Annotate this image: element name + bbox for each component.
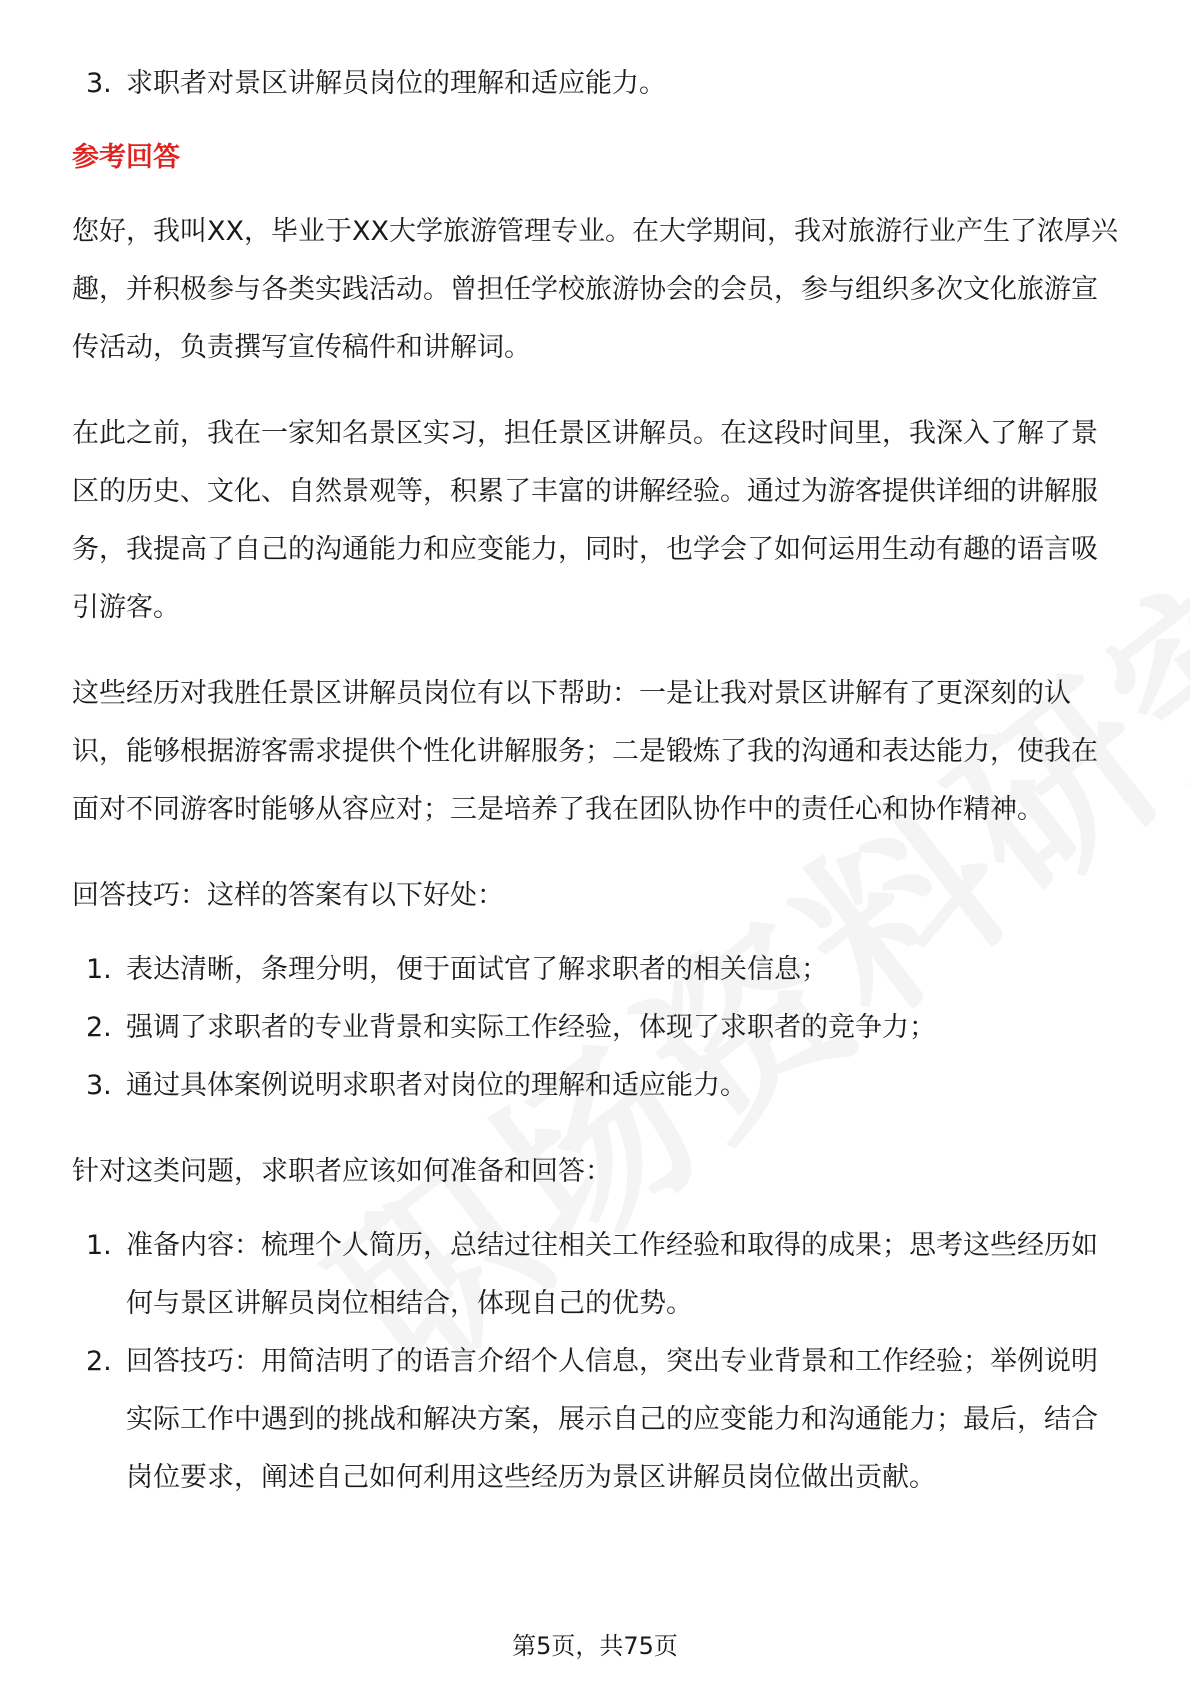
tips-heading: 回答技巧：这样的答案有以下好处： — [72, 880, 504, 911]
list-item-number: 2. — [86, 1012, 112, 1043]
paragraph: 您好，我叫XX，毕业于XX大学旅游管理专业。在大学期间，我对旅游行业产生了浓厚兴趣，并积极参与各类实践活动。曾担任学校旅游协会的会员，参与组织多次文化旅游宣传活动，负责撰写宣传稿件和讲解词。 — [72, 216, 1118, 363]
list-item-number: 2. — [86, 1346, 112, 1377]
list-item-text: 回答技巧：用简洁明了的语言介绍个人信息，突出专业背景和工作经验；举例说明实际工作中遇到的挑战和解决方案，展示自己的应变能力和沟通能力；最后，结合岗位要求，阐述自己如何利用这些经历为景区讲解员岗位做出贡献。 — [126, 1346, 1098, 1493]
list-item — [72, 1217, 1122, 1333]
list-item-text: 准备内容：梳理个人简历，总结过往相关工作经验和取得的成果；思考这些经历如何与景区讲解员岗位相结合，体现自己的优势。 — [126, 1230, 1098, 1319]
list-item — [72, 1333, 1122, 1507]
prep-list — [72, 1217, 1122, 1507]
prep-heading: 针对这类问题，求职者应该如何准备和回答： — [72, 1156, 612, 1187]
list-item — [72, 999, 1122, 1057]
list-item — [72, 941, 1122, 999]
list-item-number: 3. — [86, 68, 112, 99]
paragraph: 在此之前，我在一家知名景区实习，担任景区讲解员。在这段时间里，我深入了解了景区的历史、文化、自然景观等，积累了丰富的讲解经验。通过为游客提供详细的讲解服务，我提高了自己的沟通能力和应变能力，同时，也学会了如何运用生动有趣的语言吸引游客。 — [72, 418, 1098, 623]
list-item — [72, 1057, 1122, 1115]
page-content — [72, 55, 1122, 1507]
list-item-text: 表达清晰，条理分明，便于面试官了解求职者的相关信息； — [126, 954, 828, 985]
tips-list — [72, 941, 1122, 1115]
list-item-text: 强调了求职者的专业背景和实际工作经验，体现了求职者的竞争力； — [126, 1012, 936, 1043]
list-item-text: 通过具体案例说明求职者对岗位的理解和适应能力。 — [126, 1070, 747, 1101]
list-item — [72, 55, 1122, 113]
paragraph: 这些经历对我胜任景区讲解员岗位有以下帮助：一是让我对景区讲解有了更深刻的认识，能够根据游客需求提供个性化讲解服务；二是锻炼了我的沟通和表达能力，使我在面对不同游客时能够从容应对；三是培养了我在团队协作中的责任心和协作精神。 — [72, 678, 1098, 825]
top-list — [72, 55, 1122, 113]
reference-answer-heading: 参考回答 — [72, 142, 180, 173]
page-number: 第5页，共75页 — [512, 1632, 678, 1660]
list-item-text: 求职者对景区讲解员岗位的理解和适应能力。 — [126, 68, 666, 99]
list-item-number: 3. — [86, 1070, 112, 1101]
list-item-number: 1. — [86, 954, 112, 985]
list-item-number: 1. — [86, 1230, 112, 1261]
